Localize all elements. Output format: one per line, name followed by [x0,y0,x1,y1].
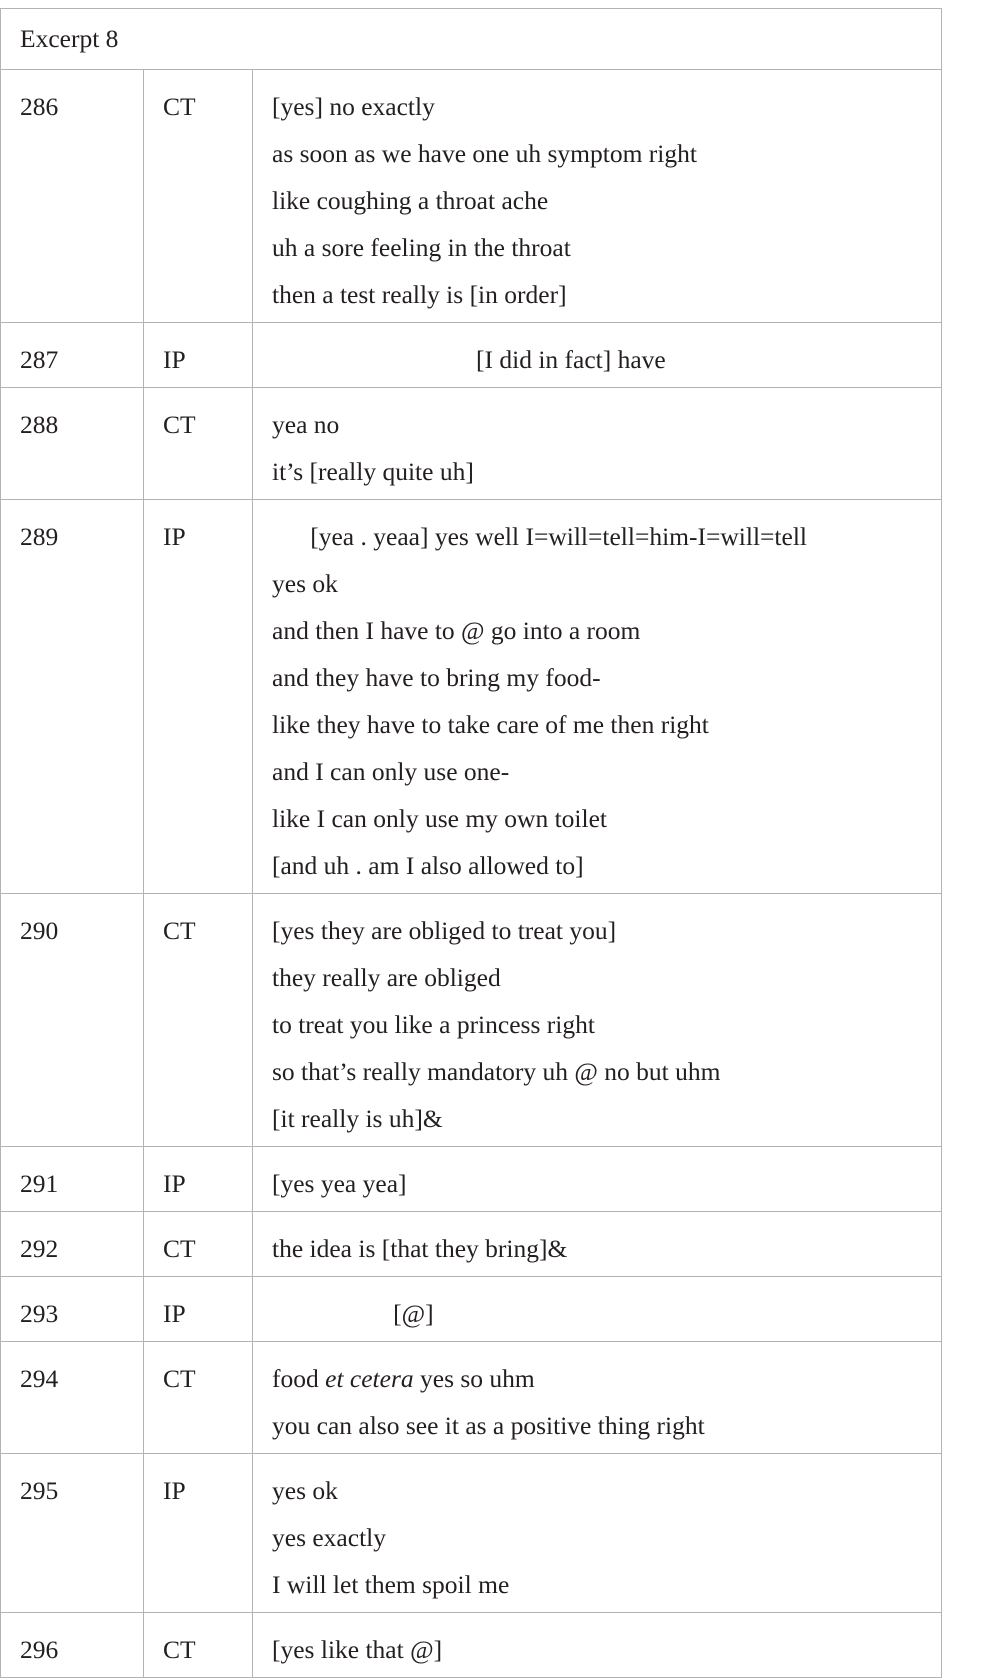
transcript-row [1,70,942,323]
transcript-row [1,1277,942,1342]
line-number: 292 [1,1212,144,1277]
utterance-line: [@] [272,1299,434,1328]
utterance-line: [it really is uh]& [272,1104,443,1133]
utterance-line: I will let them spoil me [272,1570,510,1599]
utterance-line: [yes] no exactly [272,92,435,121]
excerpt-title-row [1,9,942,70]
transcript-row [1,500,942,894]
speaker-label: IP [144,500,253,894]
utterance-line: and then I have to @ go into a room [272,616,641,645]
transcript-row [1,1212,942,1277]
line-number: 289 [1,500,144,894]
speaker-label: CT [144,388,253,500]
line-number: 296 [1,1613,144,1678]
utterance-line: [yes like that @] [272,1635,443,1664]
utterance-line: and I can only use one- [272,757,510,786]
utterance-cell [253,1212,942,1277]
excerpt-body [1,9,942,1678]
line-number: 287 [1,323,144,388]
excerpt-table [0,8,942,1678]
line-number: 295 [1,1454,144,1613]
speaker-label: IP [144,1147,253,1212]
utterance-line: the idea is [that they bring]& [272,1234,568,1263]
utterance-line: so that’s really mandatory uh @ no but uhm [272,1057,721,1086]
utterance-line: then a test really is [in order] [272,280,567,309]
utterance-line: as soon as we have one uh symptom right [272,139,697,168]
excerpt-title: Excerpt 8 [1,9,942,70]
utterance-cell [253,323,942,388]
transcript-row [1,1613,942,1678]
utterance-cell [253,1454,942,1613]
transcript-row [1,1454,942,1613]
transcript-row [1,894,942,1147]
line-number: 288 [1,388,144,500]
speaker-label: CT [144,1212,253,1277]
transcript-row [1,1342,942,1454]
speaker-label: CT [144,1613,253,1678]
utterance-line: yea no [272,410,340,439]
speaker-label: IP [144,1277,253,1342]
transcript-row [1,1147,942,1212]
line-number: 293 [1,1277,144,1342]
utterance-cell [253,500,942,894]
utterance-cell [253,388,942,500]
transcript-row [1,388,942,500]
utterance-cell [253,1277,942,1342]
speaker-label: IP [144,323,253,388]
transcript-row [1,323,942,388]
utterance-line: they really are obliged [272,963,501,992]
utterance-line: you can also see it as a positive thing right [272,1411,705,1440]
utterance-line: and they have to bring my food- [272,663,601,692]
utterance-line: [yes they are obliged to treat you] [272,916,617,945]
utterance-cell [253,1613,942,1678]
line-number: 290 [1,894,144,1147]
utterance-line: to treat you like a princess right [272,1010,595,1039]
utterance-line: like coughing a throat ache [272,186,549,215]
utterance-line: [I did in fact] have [272,345,666,374]
speaker-label: CT [144,894,253,1147]
speaker-label: CT [144,1342,253,1454]
utterance-cell [253,894,942,1147]
utterance-line: yes exactly [272,1523,386,1552]
utterance-cell [253,70,942,323]
utterance-line: [yea . yeaa] yes well I=will=tell=him-I=will=tell [272,522,808,551]
utterance-line: like I can only use my own toilet [272,804,607,833]
utterance-line: [yes yea yea] [272,1169,407,1198]
line-number: 286 [1,70,144,323]
utterance-cell [253,1342,942,1454]
utterance-line: uh a sore feeling in the throat [272,233,571,262]
line-number: 291 [1,1147,144,1212]
speaker-label: CT [144,70,253,323]
speaker-label: IP [144,1454,253,1613]
utterance-line: it’s [really quite uh] [272,457,474,486]
utterance-line: yes ok [272,1476,338,1505]
utterance-line: like they have to take care of me then right [272,710,709,739]
utterance-line: yes ok [272,569,338,598]
line-number: 294 [1,1342,144,1454]
utterance-cell [253,1147,942,1212]
utterance-line: food et cetera yes so uhm [272,1364,535,1393]
utterance-line: [and uh . am I also allowed to] [272,851,584,880]
